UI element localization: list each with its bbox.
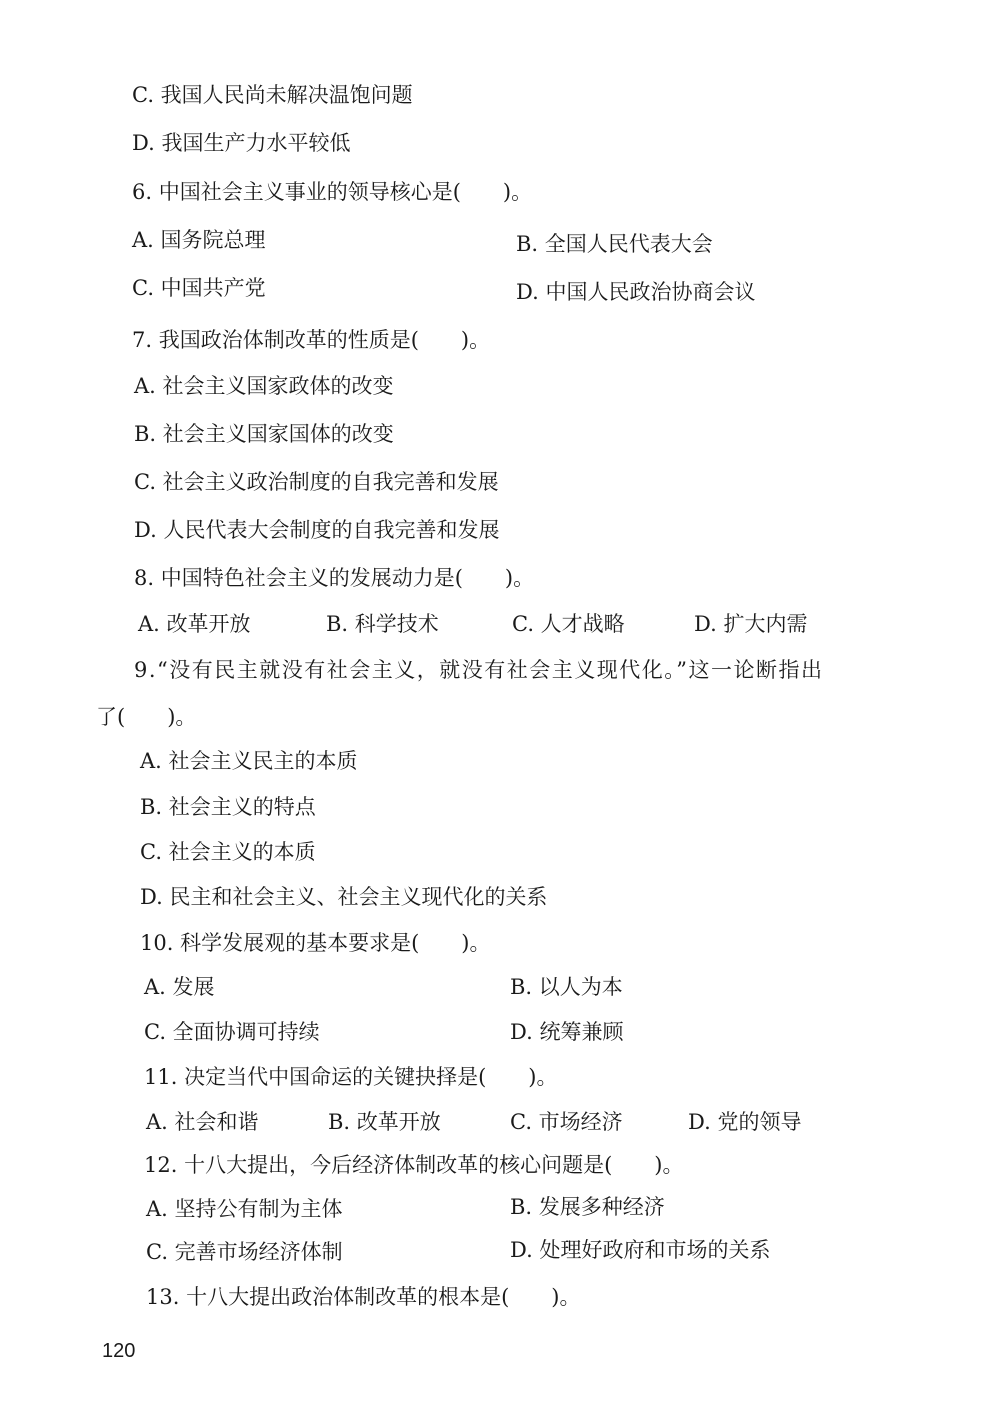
question-10: 10. 科学发展观的基本要求是( )。 bbox=[140, 931, 491, 955]
option-8d: D. 扩大内需 bbox=[694, 612, 808, 636]
option-6b: B. 全国人民代表大会 bbox=[516, 232, 713, 256]
option-12a: A. 坚持公有制为主体 bbox=[146, 1197, 343, 1221]
option-9d: D. 民主和社会主义、社会主义现代化的关系 bbox=[140, 885, 548, 909]
option-6d: D. 中国人民政治协商会议 bbox=[516, 280, 756, 304]
option-11a: A. 社会和谐 bbox=[146, 1110, 259, 1134]
option-5c: C. 我国人民尚未解决温饱问题 bbox=[132, 83, 413, 107]
question-9-line1: 9.“没有民主就没有社会主义，就没有社会主义现代化。”这一论断指出 bbox=[134, 658, 824, 682]
question-7: 7. 我国政治体制改革的性质是( )。 bbox=[132, 328, 491, 352]
question-6: 6. 中国社会主义事业的领导核心是( )。 bbox=[132, 180, 533, 204]
question-11: 11. 决定当代中国命运的关键抉择是( )。 bbox=[144, 1065, 558, 1089]
option-12d: D. 处理好政府和市场的关系 bbox=[510, 1238, 771, 1262]
question-8: 8. 中国特色社会主义的发展动力是( )。 bbox=[134, 566, 535, 590]
option-7c: C. 社会主义政治制度的自我完善和发展 bbox=[134, 470, 499, 494]
option-9c: C. 社会主义的本质 bbox=[140, 840, 316, 864]
option-7d: D. 人民代表大会制度的自我完善和发展 bbox=[134, 518, 500, 542]
option-10d: D. 统筹兼顾 bbox=[510, 1020, 624, 1044]
option-12c: C. 完善市场经济体制 bbox=[146, 1240, 343, 1264]
option-10c: C. 全面协调可持续 bbox=[144, 1020, 320, 1044]
option-7b: B. 社会主义国家国体的改变 bbox=[134, 422, 394, 446]
page-number: 120 bbox=[102, 1340, 136, 1362]
option-9a: A. 社会主义民主的本质 bbox=[140, 749, 358, 773]
option-8b: B. 科学技术 bbox=[326, 612, 439, 636]
option-10b: B. 以人为本 bbox=[510, 975, 623, 999]
option-5d: D. 我国生产力水平较低 bbox=[132, 131, 351, 155]
option-8a: A. 改革开放 bbox=[138, 612, 251, 636]
option-6c: C. 中国共产党 bbox=[132, 276, 266, 300]
option-11b: B. 改革开放 bbox=[328, 1110, 441, 1134]
option-11d: D. 党的领导 bbox=[688, 1110, 802, 1134]
question-9-line2: 了( )。 bbox=[96, 705, 197, 729]
option-8c: C. 人才战略 bbox=[512, 612, 625, 636]
option-9b: B. 社会主义的特点 bbox=[140, 795, 316, 819]
option-11c: C. 市场经济 bbox=[510, 1110, 623, 1134]
option-7a: A. 社会主义国家政体的改变 bbox=[134, 374, 394, 398]
option-12b: B. 发展多种经济 bbox=[510, 1195, 665, 1219]
option-10a: A. 发展 bbox=[144, 975, 215, 999]
question-12: 12. 十八大提出，今后经济体制改革的核心问题是( )。 bbox=[144, 1153, 684, 1177]
question-13: 13. 十八大提出政治体制改革的根本是( )。 bbox=[146, 1285, 581, 1309]
option-6a: A. 国务院总理 bbox=[132, 228, 266, 252]
